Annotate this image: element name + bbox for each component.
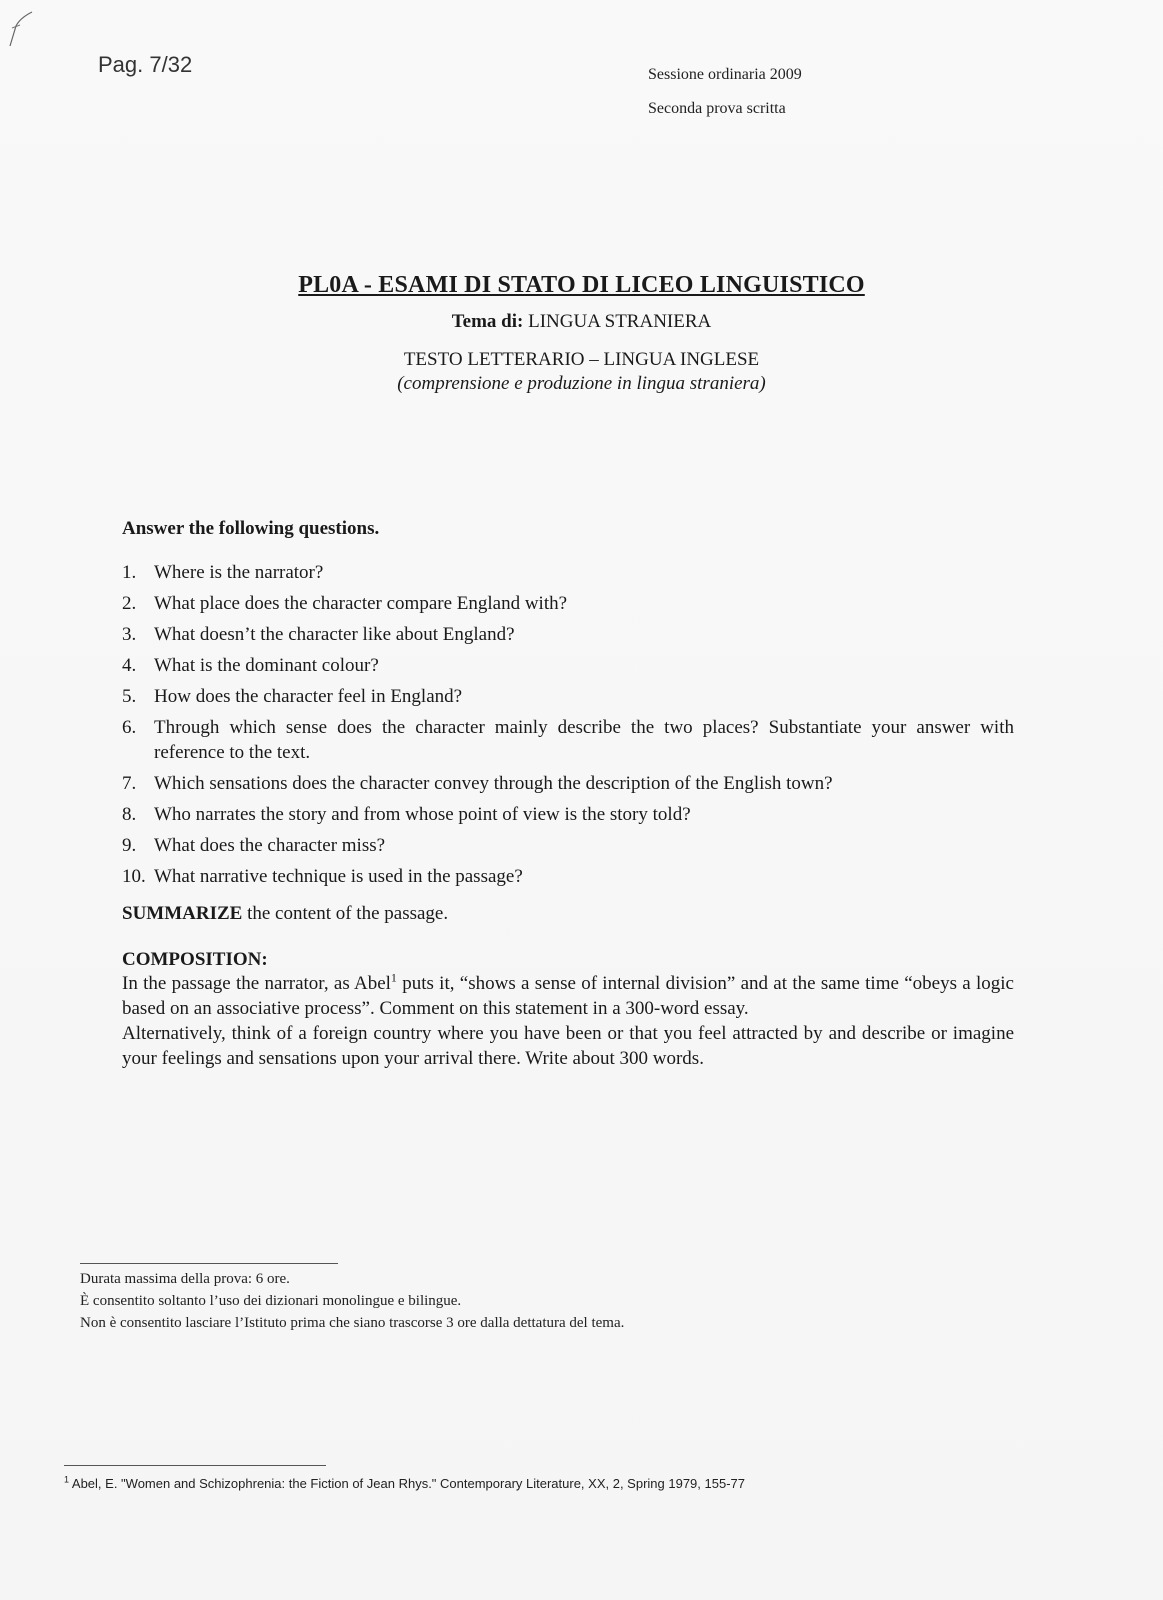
- list-item: 5. How does the character feel in England?: [122, 686, 463, 707]
- list-item: 3. What doesn’t the character like about England?: [122, 624, 515, 645]
- composition-paragraph-2: Alternatively, think of a foreign country where you have been or that you feel attracted by and describe or imagine your feelings and sensations upon your arrival there. Write about 300 words.: [122, 1023, 1014, 1069]
- exam-subtitle: (comprensione e produzione in lingua straniera): [397, 373, 766, 394]
- list-item: 9. What does the character miss?: [122, 835, 386, 856]
- instruction: Answer the following questions.: [122, 518, 380, 539]
- footnote-text: Abel, E. "Women and Schizophrenia: the Fiction of Jean Rhys." Contemporary Literature, XX, 2, Spring 1979, 155-77: [69, 1476, 745, 1491]
- exam-body: [122, 518, 1014, 1071]
- footnote: [64, 1476, 745, 1491]
- exam-notes: [80, 1268, 624, 1334]
- composition-paragraph-1: In the passage the narrator, as Abel$^1$ puts it, “shows a sense of internal division” and at the same time “obeys a logic based on an associative process”. Comment on this statement in a 300-word essay.: [122, 970, 1014, 1019]
- session-info: [648, 58, 802, 126]
- note-duration: Durata massima della prova: 6 ore.: [80, 1271, 290, 1287]
- list-item: 1. Where is the narrator?: [122, 562, 324, 583]
- composition-task: [122, 971, 1014, 1071]
- list-item: 7. Which sensations does the character convey through the description of the English town?: [122, 773, 833, 794]
- question-list: [122, 560, 1014, 889]
- footnote-marker: 1: [64, 1474, 70, 1485]
- list-item: 6. Through which sense does the character mainly describe the two places? Substantiate your answer with reference to the text.: [122, 717, 1014, 763]
- notes-divider: [80, 1263, 338, 1264]
- list-item: 2. What place does the character compare England with?: [122, 593, 568, 614]
- text-type: TESTO LETTERARIO – LINGUA INGLESE: [403, 349, 760, 370]
- exam-header: [0, 272, 1163, 395]
- footnote-divider: [64, 1465, 326, 1466]
- session-line-2: Seconda prova scritta: [648, 100, 786, 117]
- summarize-task: [122, 903, 1014, 925]
- composition-heading: COMPOSITION:: [122, 949, 268, 970]
- page-number: Pag. 7/32: [98, 52, 193, 77]
- list-item: 10. What narrative technique is used in the passage?: [122, 866, 523, 887]
- exam-subject: [0, 311, 1163, 333]
- note-leaving: Non è consentito lasciare l’Istituto prima che siano trascorse 3 ore dalla dettatura del tema.: [80, 1315, 625, 1331]
- subject-label: Tema di:: [451, 311, 524, 332]
- pen-mark: [6, 8, 36, 48]
- list-item: 8. Who narrates the story and from whose point of view is the story told?: [122, 804, 691, 825]
- summarize-label: SUMMARIZE: [122, 903, 243, 924]
- footnote-ref: 1: [390, 970, 397, 985]
- session-line-1: Sessione ordinaria 2009: [648, 66, 802, 83]
- exam-title: PL0A - ESAMI DI STATO DI LICEO LINGUISTICO: [298, 272, 865, 298]
- note-dictionaries: È consentito soltanto l’uso dei dizionari monolingue e bilingue.: [80, 1293, 462, 1309]
- subject-value: LINGUA STRANIERA: [528, 311, 712, 332]
- list-item: 4. What is the dominant colour?: [122, 655, 379, 676]
- summarize-text: the content of the passage.: [242, 903, 449, 924]
